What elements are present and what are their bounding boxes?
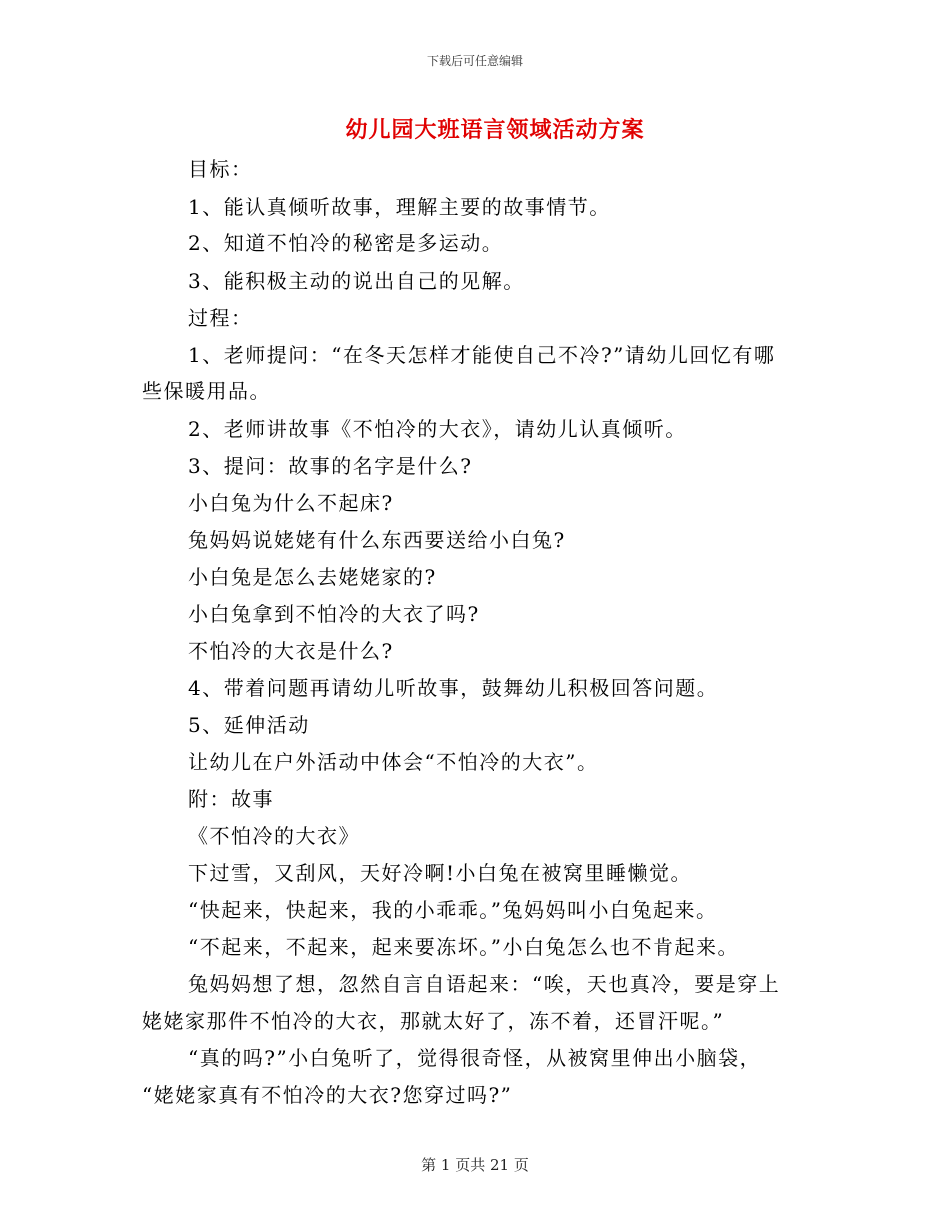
document-title: 幼儿园大班语言领域活动方案 (345, 117, 645, 143)
text-line: 2、知道不怕冷的秘密是多运动。 (188, 231, 504, 255)
text-line: 些保暖用品。 (142, 379, 271, 403)
text-line: 《不怕冷的大衣》 (188, 824, 360, 848)
text-line: 4、带着问题再请幼儿听故事，鼓舞幼儿积极回答问题。 (188, 676, 719, 700)
text-line: 兔妈妈想了想，忽然自言自语起来：“唉，天也真冷，要是穿上 (188, 972, 781, 996)
text-line: 让幼儿在户外活动中体会“不怕冷的大衣”。 (188, 750, 599, 774)
page-header: 下载后可任意编辑 (426, 54, 523, 68)
text-line: 3、能积极主动的说出自己的见解。 (188, 269, 525, 293)
text-line: 1、老师提问：“在冬天怎样才能使自己不冷?”请幼儿回忆有哪 (188, 343, 776, 367)
page-number: 第 1 页共 21 页 (421, 1156, 529, 1174)
text-line: 5、延伸活动 (188, 713, 310, 737)
text-line: “真的吗?”小白兔听了，觉得很奇怪，从被窝里伸出小脑袋， (188, 1046, 762, 1070)
text-line: 目标： (188, 157, 253, 181)
text-line: 小白兔是怎么去姥姥家的? (188, 565, 437, 589)
text-line: 小白兔拿到不怕冷的大衣了吗? (188, 602, 480, 626)
text-line: 下过雪，又刮风，天好冷啊!小白兔在被窝里睡懒觉。 (188, 861, 693, 885)
text-line: 兔妈妈说姥姥有什么东西要送给小白兔? (188, 528, 566, 552)
text-line: “快起来，快起来，我的小乖乖。”兔妈妈叫小白兔起来。 (188, 898, 718, 922)
text-line: “姥姥家真有不怕冷的大衣?您穿过吗?” (142, 1083, 513, 1107)
text-line: 不怕冷的大衣是什么? (188, 639, 394, 663)
text-line: “不起来，不起来，起来要冻坏。”小白兔怎么也不肯起来。 (188, 935, 739, 959)
text-line: 小白兔为什么不起床? (188, 491, 394, 515)
text-line: 附：故事 (188, 787, 274, 811)
text-line: 1、能认真倾听故事，理解主要的故事情节。 (188, 195, 611, 219)
text-line: 3、提问：故事的名字是什么? (188, 454, 473, 478)
text-line: 姥姥家那件不怕冷的大衣，那就太好了，冻不着，还冒汗呢。” (142, 1009, 725, 1033)
text-line: 过程： (188, 306, 253, 330)
text-line: 2、老师讲故事《不怕冷的大衣》，请幼儿认真倾听。 (188, 417, 687, 441)
